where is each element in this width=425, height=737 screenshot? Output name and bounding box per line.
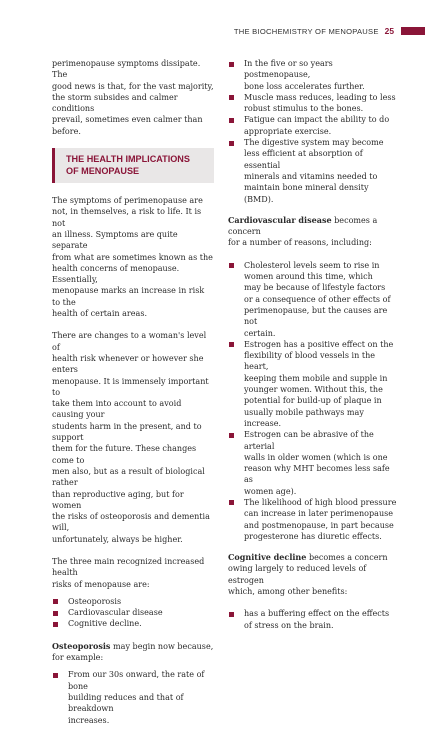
list-item: Cognitive decline. (52, 618, 214, 629)
page-number: 25 (384, 26, 394, 36)
left-column (52, 58, 214, 737)
list-item: The digestive system may become less efficient at absorption of essential minerals and vitamins needed to maintain bone mineral density (BMD). (228, 137, 398, 205)
risk-list (52, 596, 214, 630)
implications-paragraph-1: The symptoms of perimenopause are not, in themselves, a risk to life. It is not an illness. Symptoms are quite separate from what are sometimes known as the health concerns of menopause. Essentially, menopause marks an increase in risk to the health of certain areas. (52, 196, 213, 319)
osteoporosis-list (52, 669, 214, 725)
cognitive-list (228, 608, 398, 631)
list-item: Estrogen can be abrasive of the arterial walls in older women (which is one reason why MHT becomes less safe as women age). (228, 429, 398, 497)
list-item: Osteoporosis (52, 596, 214, 607)
list-item: Cardiovascular disease (52, 607, 214, 618)
list-item: In the five or so years postmenopause, bone loss accelerates further. (228, 58, 398, 92)
section-heading-box (52, 148, 214, 183)
implications-paragraph-2: There are changes to a woman's level of health risk whenever or however she enters menopause. It is immensely important to take them into account to avoid causing your students harm in the present, and to support them for the future. These changes come to men also, but as a result of biological rather than reproductive aging, but for women the risks of osteoporosis and dementia will, unfortunately, always be higher. (52, 331, 210, 544)
cardiovascular-intro (228, 215, 398, 249)
cognitive-intro-text-3: which, among other benefits: (228, 587, 348, 597)
list-item: Cholesterol levels seem to rise in women around this time, which may be because of lifestyle factors or a consequence of other effects of perimenopause, but the causes are not certain. (228, 260, 398, 339)
list-item: The likelihood of high blood pressure can increase in later perimenopause and postmenopause, in part because progesterone has diuretic effects. (228, 497, 398, 542)
running-head (234, 24, 425, 38)
list-item: Muscle mass reduces, leading to less robust stimulus to the bones. (228, 92, 398, 115)
osteoporosis-intro (52, 641, 214, 664)
osteoporosis-term: Osteoporosis (52, 640, 111, 651)
running-head-title: THE BIOCHEMISTRY OF MENOPAUSE (233, 26, 379, 36)
cardiovascular-list (228, 260, 398, 542)
cognitive-intro (228, 552, 398, 597)
cognitive-intro-text-2: owing largely to reduced levels of estrogen (228, 564, 367, 585)
cardiovascular-term: Cardiovascular disease (228, 214, 332, 225)
list-item: has a buffering effect on the effects of stress on the brain. (228, 608, 398, 631)
opening-paragraph: perimenopause symptoms dissipate. The good news is that, for the vast majority, the storm subsides and calmer conditions prevail, sometimes even calmer than before. (52, 59, 214, 136)
list-item: Estrogen has a positive effect on the flexibility of blood vessels in the heart, keeping them mobile and supple in younger women. Without this, the potential for build-up of plaque in usually mobile pathways may increase. (228, 339, 398, 429)
cardiovascular-intro-text: becomes a concern (228, 215, 378, 237)
list-item: Fatigue can impact the ability to do appropriate exercise. (228, 114, 398, 137)
cardiovascular-intro-text-2: for a number of reasons, including: (228, 238, 372, 248)
list-item: From our 30s onward, the rate of bone building reduces and that of breakdown increases. (52, 669, 214, 725)
cognitive-term: Cognitive decline (228, 552, 307, 563)
right-column (228, 58, 398, 641)
section-heading: THE HEALTH IMPLICATIONS OF MENOPAUSE (66, 154, 190, 176)
osteoporosis-intro-text: may begin now because, (110, 641, 214, 651)
osteoporosis-intro-text-2: for example: (52, 653, 104, 663)
bone-loss-list (228, 58, 398, 205)
implications-paragraph-3: The three main recognized increased health risks of menopause are: (52, 556, 205, 589)
cognitive-intro-text: becomes a concern (306, 553, 388, 563)
accent-bar (401, 27, 425, 35)
